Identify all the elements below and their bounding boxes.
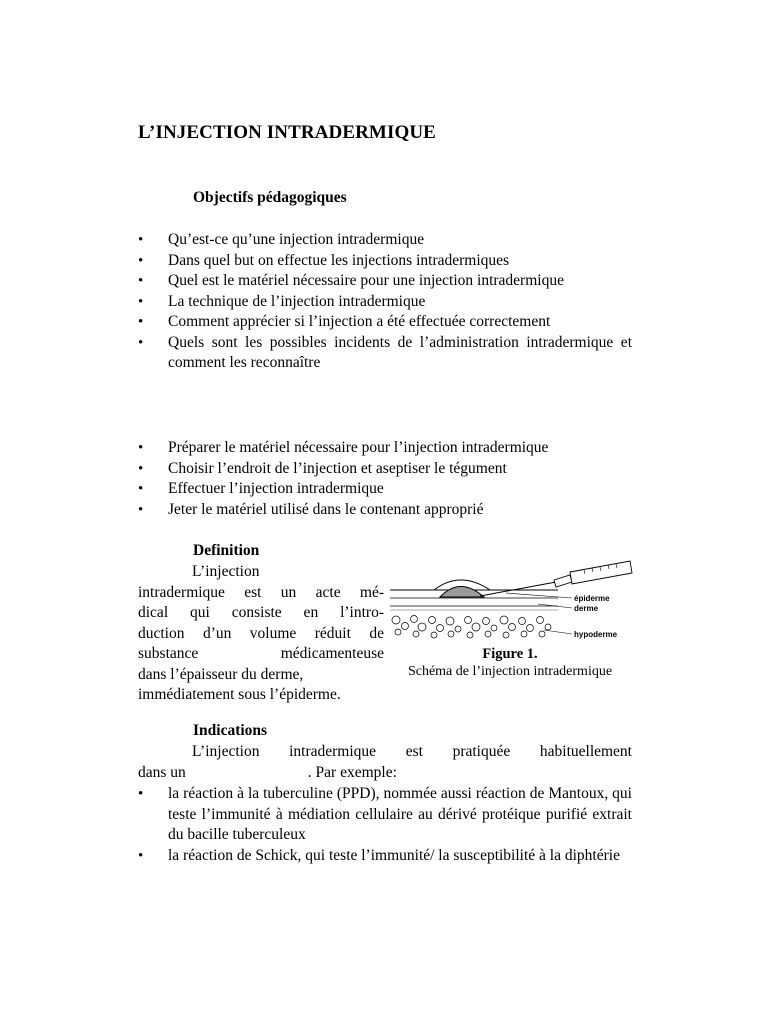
definition-line: substance médicamenteuse xyxy=(138,645,384,662)
list-item: • Préparer le matériel nécessaire pour l’injection intradermique xyxy=(138,438,632,459)
list-item: • Dans quel but on effectue les injections intradermiques xyxy=(138,251,632,272)
epidermis-label: épiderme xyxy=(574,594,610,603)
list-item: • Qu’est-ce qu’une injection intradermique xyxy=(138,230,632,251)
needle-hub xyxy=(554,575,572,587)
objectives-list xyxy=(138,230,632,374)
definition-line: intradermique est un acte mé- xyxy=(138,583,384,601)
syringe-barrel xyxy=(570,561,632,584)
definition-text xyxy=(138,562,384,706)
list-item: • la réaction de Schick, qui teste l’immunité/ la susceptibilité à la diphtérie xyxy=(138,846,632,867)
figure-caption-text: Schéma de l’injection intradermique xyxy=(407,664,613,679)
indications-intro-line xyxy=(138,763,632,784)
indications-heading: Indications xyxy=(193,722,268,739)
figure-caption xyxy=(388,645,632,681)
list-item: • Quels sont les possibles incidents de l’administration intradermique et comment les reconnaître xyxy=(138,333,632,374)
label-pointer xyxy=(506,593,572,598)
skills-list xyxy=(138,438,632,520)
indications-intro-start: dans un xyxy=(138,763,186,781)
definition-line: immédiatement sous l’épiderme. xyxy=(138,686,341,703)
indications-list xyxy=(138,784,632,866)
list-item: • la réaction à la tuberculine (PPD), nommée aussi réaction de Mantoux, qui teste l’immunité à médiation cellulaire au dérivé protéique purifié extrait du bacille tuberculeux xyxy=(138,784,632,846)
indications-intro-line: L’injection intradermique est pratiquée habituellement xyxy=(192,743,632,760)
definition-line: dical qui consiste en l’intro- xyxy=(138,604,384,621)
list-item: • Quel est le matériel nécessaire pour une injection intradermique xyxy=(138,271,632,292)
document-title: L’INJECTION INTRADERMIQUE xyxy=(138,122,436,143)
indications-intro xyxy=(138,742,632,783)
list-item: • Choisir l’endroit de l’injection et aseptiser le tégument xyxy=(138,459,632,480)
figure-number: Figure 1. xyxy=(482,646,538,662)
definition-line: dans l’épaisseur du derme, xyxy=(138,665,304,683)
definition-line: L’injection xyxy=(192,563,260,580)
definition-line: duction d’un volume réduit de xyxy=(138,624,384,642)
dermis-label: derme xyxy=(574,604,599,613)
list-item: • Jeter le matériel utilisé dans le contenant approprié xyxy=(138,500,632,521)
objectives-heading: Objectifs pédagogiques xyxy=(193,189,347,206)
bleb-shape xyxy=(440,587,484,598)
list-item: • La technique de l’injection intradermique xyxy=(138,292,632,313)
list-item: • Comment apprécier si l’injection a été effectuée correctement xyxy=(138,312,632,333)
indications-intro-end: . Par exemple: xyxy=(307,763,397,781)
hypodermis-cells xyxy=(392,616,551,639)
definition-heading: Definition xyxy=(193,542,260,559)
list-item: • Effectuer l’injection intradermique xyxy=(138,479,632,500)
hypodermis-label: hypoderme xyxy=(574,630,618,639)
label-pointer xyxy=(544,630,572,634)
